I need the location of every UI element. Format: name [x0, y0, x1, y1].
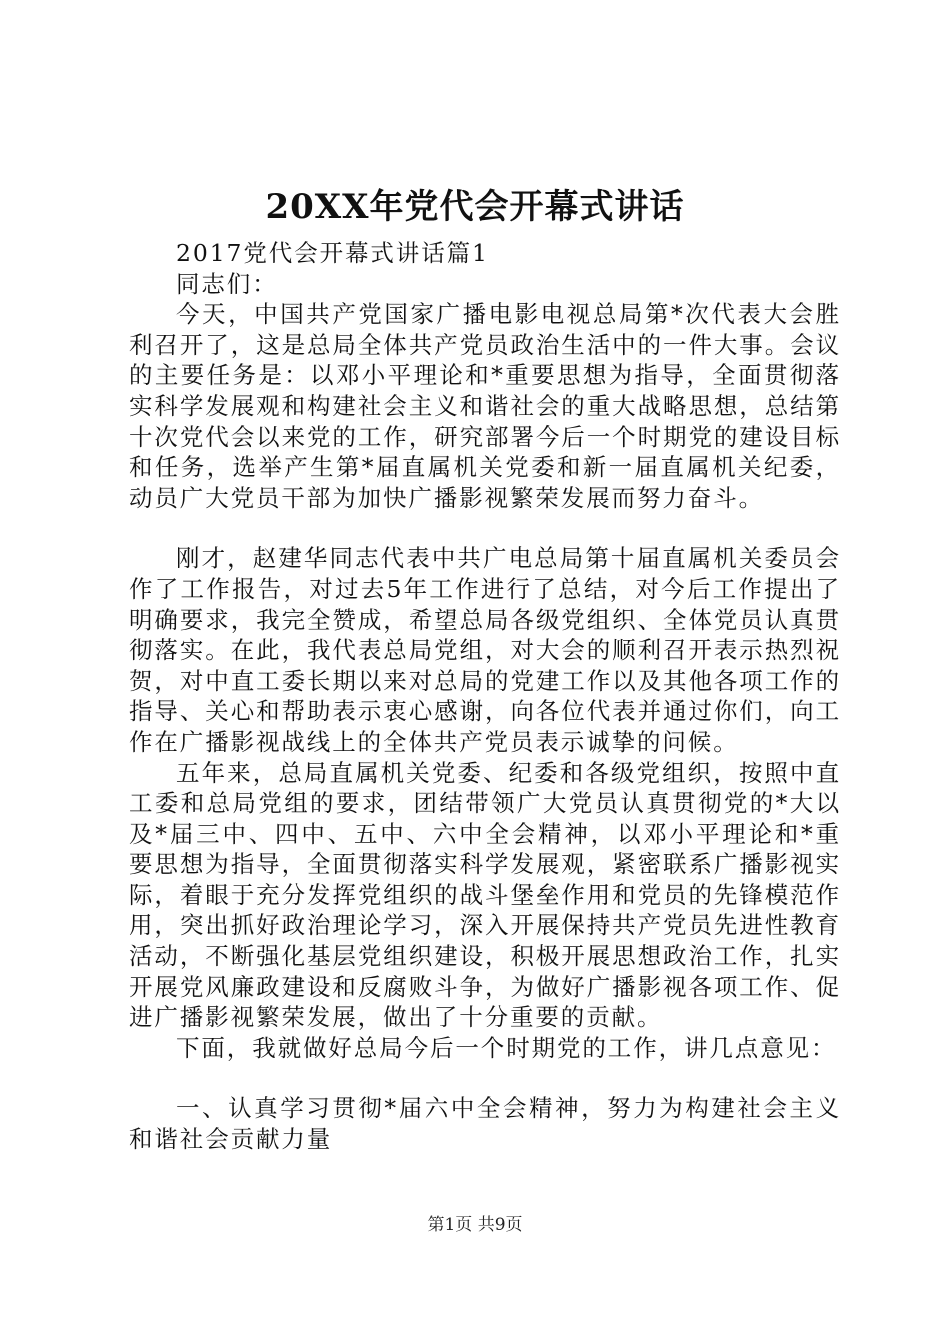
document-title: 20XX年党代会开幕式讲话 [265, 187, 685, 227]
paragraph-3: 五年来，总局直属机关党委、纪委和各级党组织，按照中直工委和总局党组的要求，团结带领广大党员认真贯彻党的*大以及*届三中、四中、五中、六中全会精神，以邓小平理论和*重要思想为指导，全面贯彻落实科学发展观，紧密联系广播影视实际，着眼于充分发挥党组织的战斗堡垒作用和党员的先锋模范作用，突出抓好政治理论学习，深入开展保持共产党员先进性教育活动，不断强化基层党组织建设，积极开展思想政治工作，扎实开展党风廉政建设和反腐败斗争，为做好广播影视各项工作、促进广播影视繁荣发展，做出了十分重要的贡献。 [129, 758, 841, 1032]
paragraph-1: 今天，中国共产党国家广播电影电视总局第*次代表大会胜利召开了，这是总局全体共产党员政治生活中的一件大事。会议的主要任务是：以邓小平理论和*重要思想为指导，全面贯彻落实科学发展观和构建社会主义和谐社会的重大战略思想，总结第十次党代会以来党的工作，研究部署今后一个时期党的建设目标和任务，选举产生第*届直属机关党委和新一届直属机关纪委，动员广大党员干部为加快广播影视繁荣发展而努力奋斗。 [129, 300, 841, 512]
section-heading: 2017党代会开幕式讲话篇1 [176, 239, 489, 267]
document-body [129, 238, 841, 1155]
paragraph-4: 下面，我就做好总局今后一个时期党的工作，讲几点意见： [176, 1033, 837, 1062]
paragraph-2: 刚才，赵建华同志代表中共广电总局第十届直属机关委员会作了工作报告，对过去5年工作进行了总结，对今后工作提出了明确要求，我完全赞成，希望总局各级党组织、全体党员认真贯彻落实。在此，我代表总局党组，对大会的顺利召开表示热烈祝贺，对中直工委长期以来对总局的党建工作以及其他各项工作的指导、关心和帮助表示衷心感谢，向各位代表并通过你们，向工作在广播影视战线上的全体共产党员表示诚挚的问候。 [129, 544, 841, 756]
salutation: 同志们： [176, 269, 278, 298]
page-footer: 第1页 共9页 [427, 1215, 523, 1235]
subsection-heading: 一、认真学习贯彻*届六中全会精神，努力为构建社会主义和谐社会贡献力量 [129, 1094, 841, 1154]
